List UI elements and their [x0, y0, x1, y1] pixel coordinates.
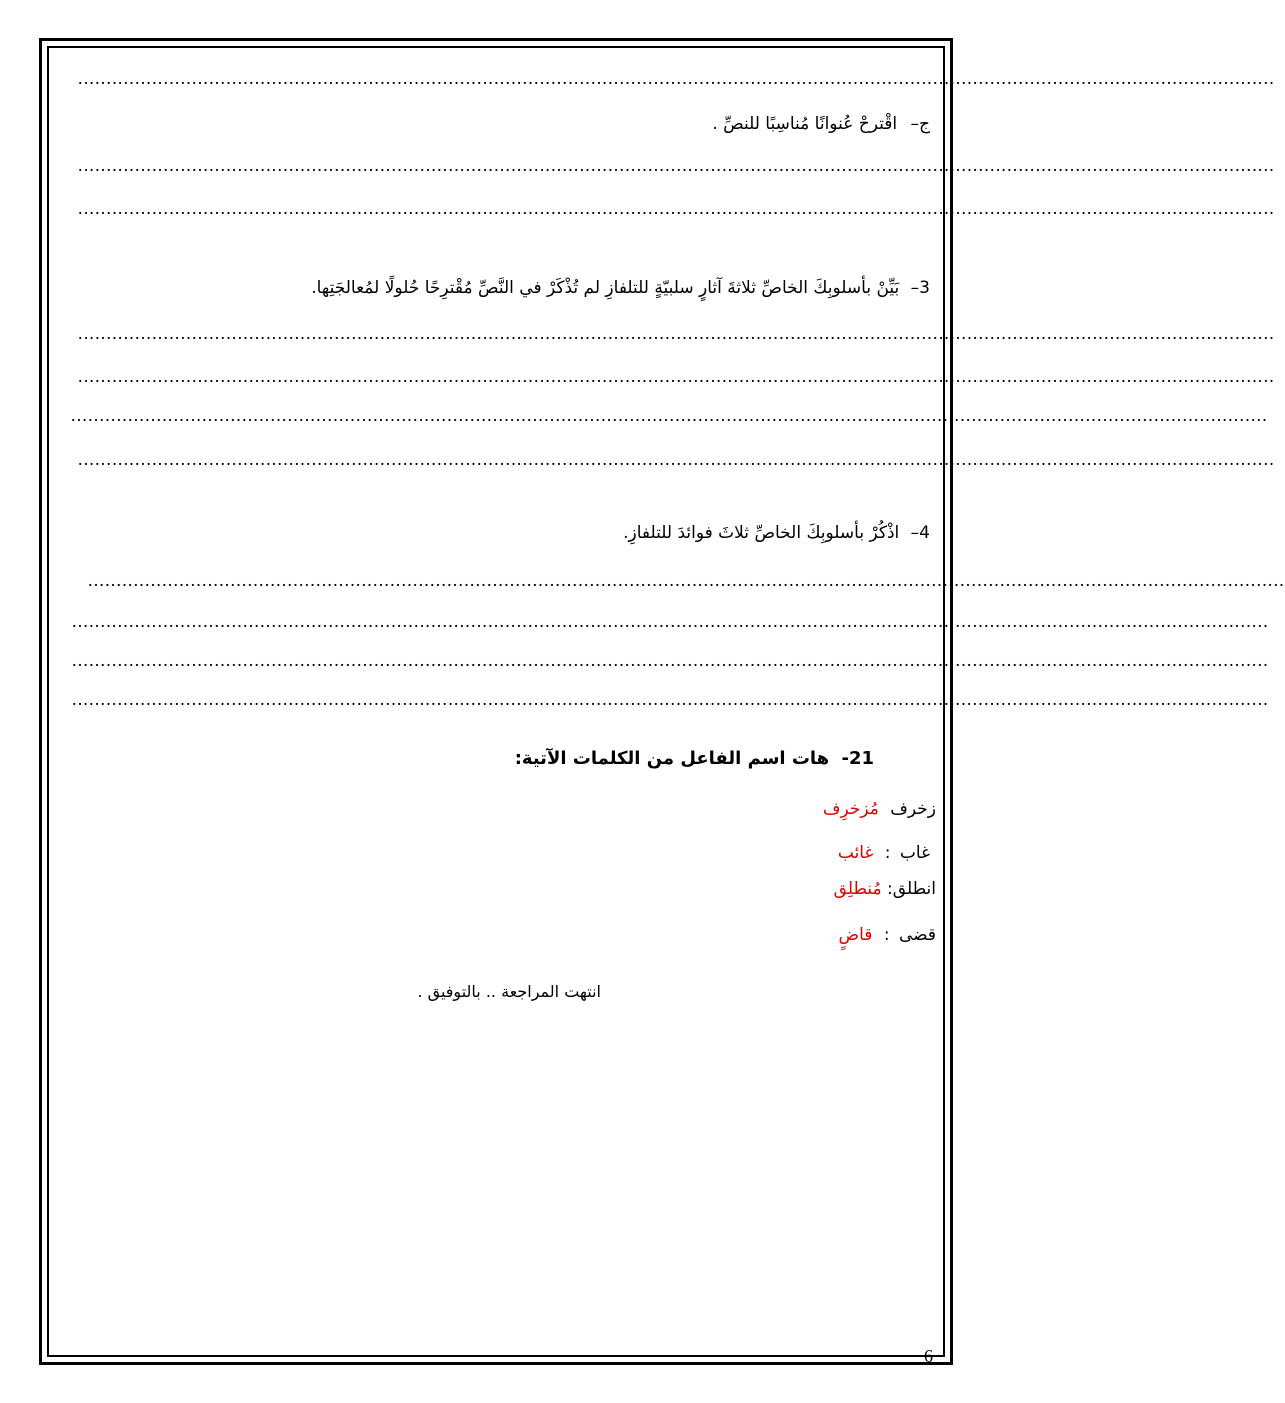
fa3il-item — [838, 840, 930, 866]
item-word: زخرف — [890, 799, 936, 819]
section-21-number: 21- — [841, 748, 874, 769]
item-answer: قاضٍ — [838, 925, 873, 945]
question-j-label: ج– — [910, 114, 930, 134]
page-number: 6 — [924, 1346, 933, 1366]
answer-line: .................................................................................................................................................................................................................. — [78, 68, 1275, 88]
answer-line: .................................................................................................................................................................................................................. — [78, 366, 1275, 386]
section-21-title: هات اسم الفاعل من الكلمات الآتية: — [514, 748, 830, 769]
question-4-label: 4– — [910, 523, 930, 543]
section-21-heading — [515, 746, 874, 772]
question-3-text: بَيِّنْ بأسلوبِكَ الخاصِّ ثلاثةَ آثارٍ سلبيّةٍ للتلفازِ لم تُذْكَرْ في النَّصِّ مُقْترِحًا حُلولًا لمُعالجَتِها. — [311, 278, 900, 298]
answer-line: .................................................................................................................................................................................................................. — [78, 198, 1275, 218]
item-answer: مُنطلِق — [833, 879, 882, 899]
answer-line: .................................................................................................................................................................................................................. — [72, 689, 1269, 709]
item-answer: غائب — [837, 843, 874, 863]
question-4-text: اذْكُرْ بأسلوبِكَ الخاصِّ ثلاثَ فوائدَ للتلفازِ. — [623, 523, 900, 543]
item-separator: : — [884, 843, 891, 863]
answer-line: .................................................................................................................................................................................................................. — [78, 155, 1275, 175]
fa3il-item — [834, 876, 936, 902]
answer-line: .................................................................................................................................................................................................................. — [71, 405, 1268, 425]
item-separator: : — [887, 879, 893, 899]
item-separator: : — [883, 925, 890, 945]
question-3-label: 3– — [910, 278, 930, 298]
closing-text: انتهت المراجعة .. بالتوفيق . — [417, 982, 601, 1001]
fa3il-item — [823, 796, 936, 822]
question-4 — [623, 521, 930, 545]
answer-line: .................................................................................................................................................................................................................. — [72, 650, 1269, 670]
item-word: قضى — [898, 925, 936, 945]
answer-line: .................................................................................................................................................................................................................. — [78, 449, 1275, 469]
question-j — [712, 112, 930, 136]
item-answer: مُزخرِف — [822, 799, 879, 819]
item-word: انطلق — [892, 879, 936, 899]
item-word: غاب — [899, 843, 930, 863]
fa3il-item — [839, 922, 936, 948]
answer-line: .................................................................................................................................................................................................................. — [72, 611, 1269, 631]
answer-line: .................................................................................................................................................................................................................. — [78, 323, 1275, 343]
answer-line: .................................................................................................................................................................................................................. — [88, 570, 1285, 590]
question-3 — [311, 276, 930, 300]
question-j-text: اقْترحْ عُنوانًا مُناسِبًا للنصِّ . — [712, 114, 898, 134]
